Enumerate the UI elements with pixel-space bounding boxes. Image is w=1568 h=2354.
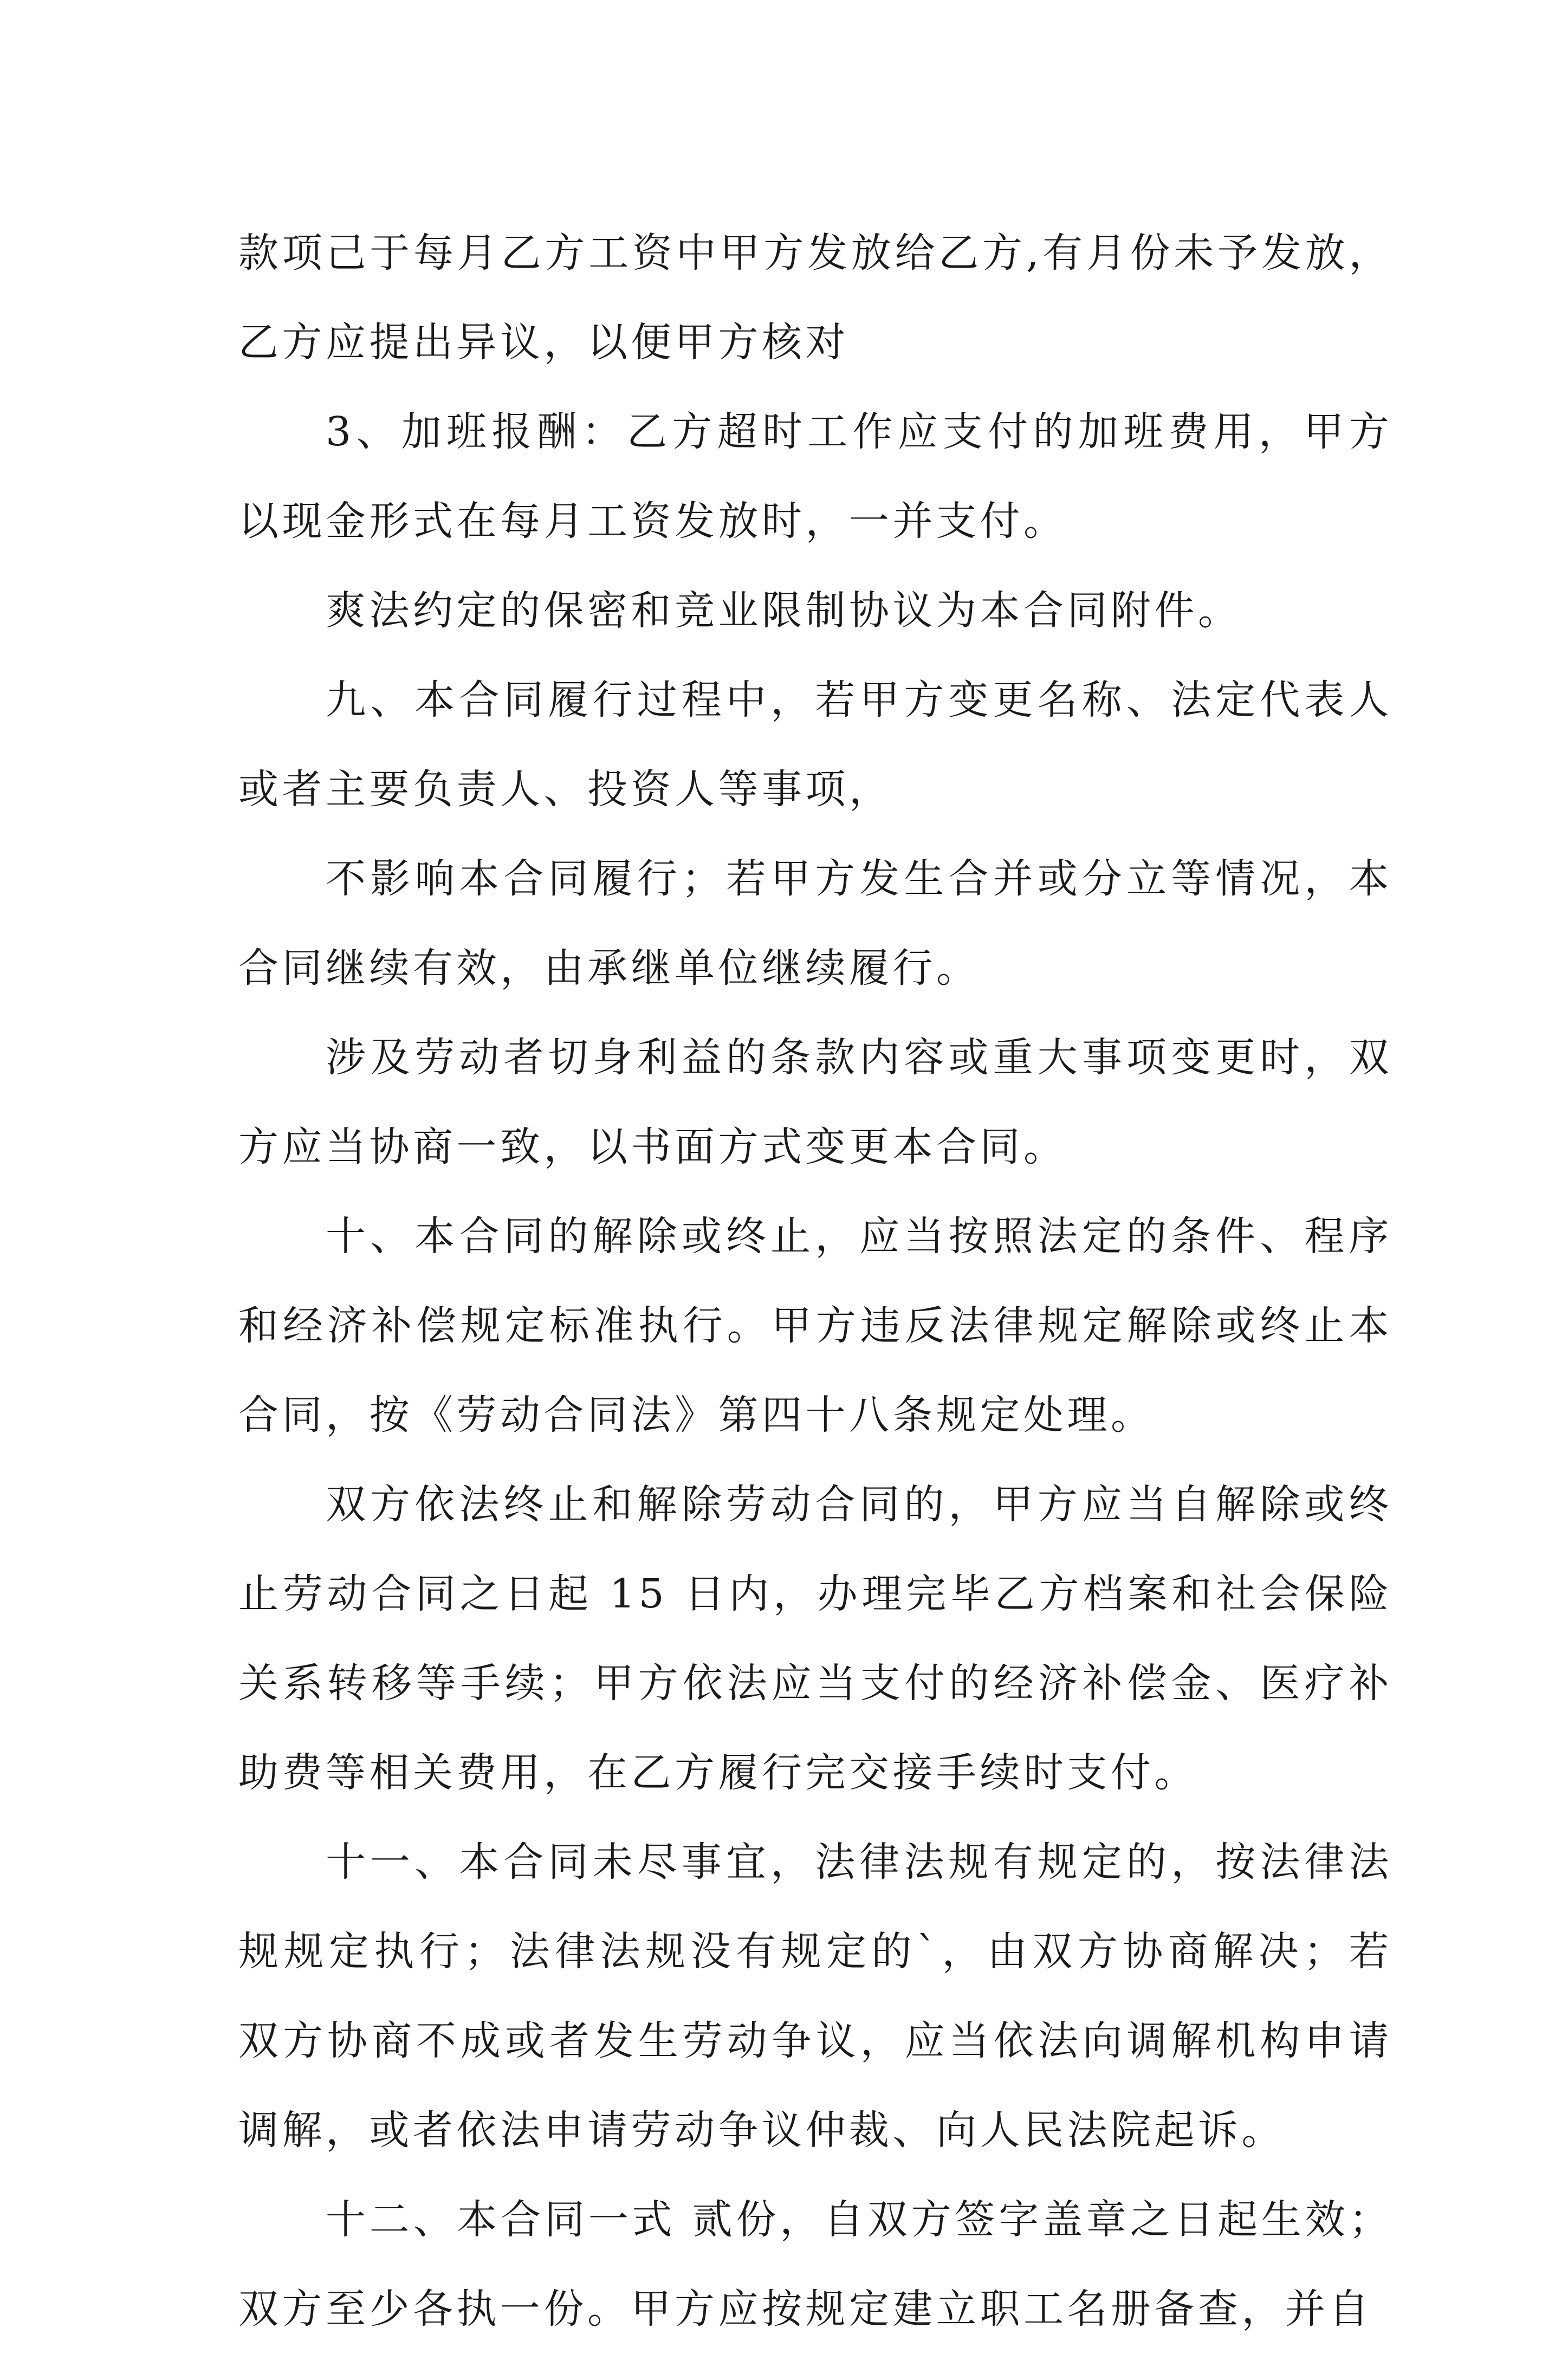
- paragraph-clause-ten: 十、本合同的解除或终止，应当按照法定的条件、程序和经济补偿规定标准执行。甲方违反法律规定解除或终止本合同，按《劳动合同法》第四十八条规定处理。: [238, 1213, 1392, 1438]
- paragraph-termination-procedures: 双方依法终止和解除劳动合同的，甲方应当自解除或终止劳动合同之日起 15 日内，办理完毕乙方档案和社会保险关系转移等手续；甲方依法应当支付的经济补偿金、医疗补助费等相关费用，在乙方履行完交接手续时支付。: [238, 1481, 1392, 1796]
- paragraph-payment-items: 款项己于每月乙方工资中甲方发放给乙方,有月份未予发放，乙方应提出异议，以便甲方核对: [238, 230, 1392, 366]
- paragraph-clause-nine: 九、本合同履行过程中，若甲方变更名称、法定代表人或者主要负责人、投资人等事项，: [238, 677, 1392, 813]
- document-body: [238, 209, 1392, 2354]
- paragraph-confidentiality-annex: 爽法约定的保密和竞业限制协议为本合同附件。: [326, 587, 1242, 634]
- paragraph-overtime-pay: 3、加班报酬：乙方超时工作应支付的加班费用，甲方以现金形式在每月工资发放时，一并支付。: [238, 408, 1392, 544]
- paragraph-clause-twelve: 十二、本合同一式 贰份，自双方签字盖章之日起生效；双方至少各执一份。甲方应按规定建立职工名册备查，并自: [238, 2196, 1392, 2332]
- paragraph-merger-succession: 不影响本合同履行；若甲方发生合并或分立等情况，本合同继续有效，由承继单位继续履行。: [238, 855, 1392, 991]
- paragraph-clause-eleven: 十一、本合同未尽事宜，法律法规有规定的，按法律法规规定执行；法律法规没有规定的`，由双方协商解决；若双方协商不成或者发生劳动争议，应当依法向调解机构申请调解，或者依法申请劳动争议仲裁、向人民法院起诉。: [238, 1839, 1392, 2154]
- paragraph-contract-change: 涉及劳动者切身利益的条款内容或重大事项变更时，双方应当协商一致，以书面方式变更本合同。: [238, 1034, 1392, 1170]
